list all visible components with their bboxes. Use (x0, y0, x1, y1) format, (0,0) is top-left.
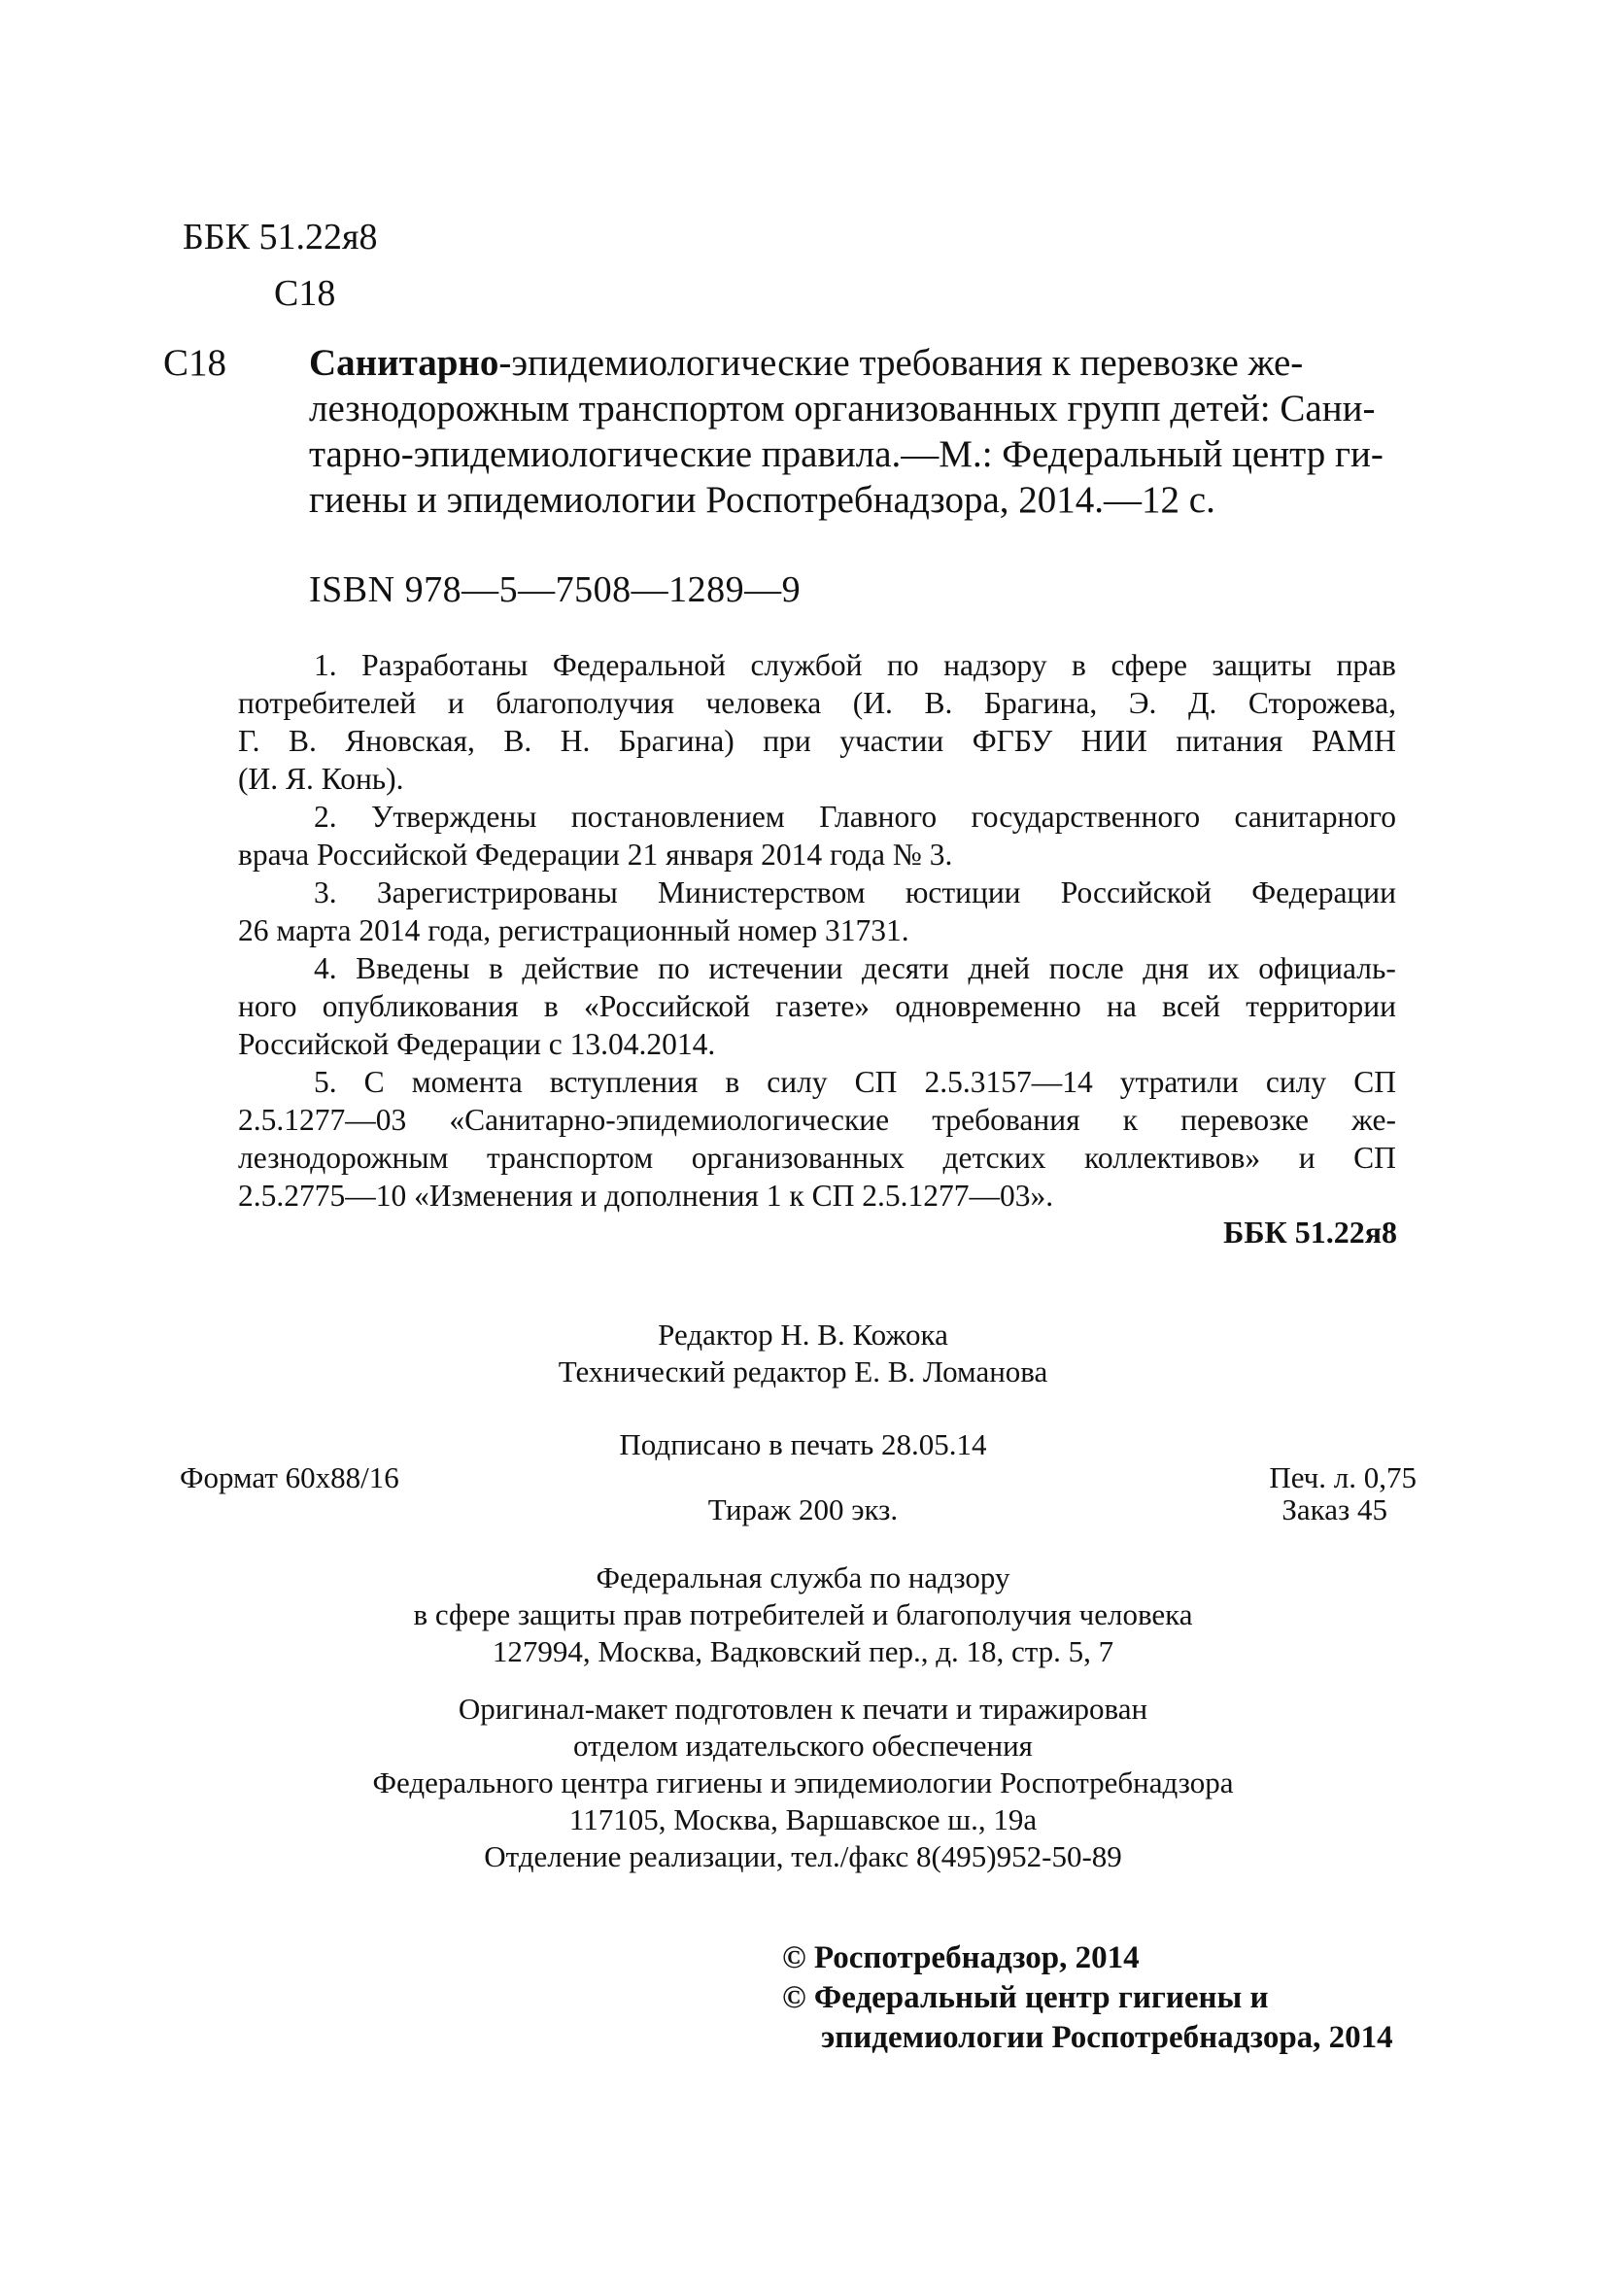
producer-info (0, 1691, 1606, 1875)
reference-line: Санитарно-эпидемиологические требования к перевозке же- (309, 342, 1304, 384)
bibliographic-reference (309, 340, 1395, 523)
publisher-line: в сфере защиты прав потребителей и благополучия человека (413, 1597, 1193, 1631)
note-line: 26 марта 2014 года, регистрационный номер 31731. (238, 913, 909, 947)
copyright-line: © Роспотребнадзор, 2014 (782, 1940, 1140, 1975)
note-line: Г. В. Яновская, В. Н. Брагина) при участии ФГБУ НИИ питания РАМН (238, 724, 1396, 758)
paper-format: Формат 60x88/16 (180, 1460, 399, 1494)
bbk-index: ББК 51.22я8 (183, 217, 378, 257)
print-run: Тираж 200 экз. (707, 1492, 899, 1526)
copyright-line: © Федеральный центр гигиены и (782, 1980, 1269, 2015)
producer-line: Оригинал-макет подготовлен к печати и тиражирован (458, 1692, 1148, 1726)
producer-line: Отделение реализации, тел./факс 8(495)952-50-89 (484, 1839, 1122, 1873)
editor: Редактор Н. В. Кожока (658, 1318, 948, 1352)
note-line: 2. Утверждены постановлением Главного государственного санитарного (314, 800, 1396, 834)
print-sheets: Печ. л. 0,75 (1269, 1460, 1417, 1494)
editors (0, 1317, 1606, 1390)
order-number: Заказ 45 (1281, 1492, 1387, 1526)
note-line: лезнодорожным транспортом организованных детских коллективов» и СП (238, 1141, 1396, 1175)
reference-line: лезнодорожным транспортом организованных групп детей: Сани- (309, 388, 1376, 429)
note-line: 2.5.1277—03 «Санитарно-эпидемиологические требования к перевозке же- (238, 1103, 1396, 1137)
note-line: 3. Зарегистрированы Министерством юстиции Российской Федерации (314, 875, 1396, 909)
note-line: 4. Введены в действие по истечении десяти дней после дня их официаль- (314, 951, 1396, 985)
bbk-index-bold: ББК 51.22я8 (1223, 1215, 1397, 1250)
publisher-line: 127994, Москва, Вадковский пер., д. 18, стр. 5, 7 (492, 1634, 1114, 1668)
reference-line: гиены и эпидемиологии Роспотребнадзора, 2014.—12 с. (309, 479, 1215, 521)
note-line: Российской Федерации с 13.04.2014. (238, 1027, 716, 1061)
publication-notes (238, 646, 1396, 1215)
note-line: 5. С момента вступления в силу СП 2.5.3157—14 утратили силу СП (314, 1065, 1396, 1099)
note-line: ного опубликования в «Российской газете» одновременно на всей территории (238, 989, 1396, 1023)
producer-line: Федерального центра гигиены и эпидемиологии Роспотребнадзора (372, 1765, 1234, 1799)
note-line: потребителей и благополучия человека (И. В. Брагина, Э. Д. Сторожева, (238, 686, 1396, 720)
note-line: 1. Разработаны Федеральной службой по надзору в сфере защиты прав (314, 648, 1396, 682)
reference-line: тарно-эпидемиологические правила.—М.: Федеральный центр ги- (309, 433, 1384, 475)
author-mark: С18 (274, 273, 336, 314)
copyright-line: эпидемиологии Роспотребнадзора, 2014 (821, 2020, 1393, 2055)
isbn: ISBN 978—5—7508—1289—9 (309, 569, 802, 610)
note-line: (И. Я. Конь). (238, 762, 404, 796)
producer-line: 117105, Москва, Варшавское ш., 19а (568, 1802, 1038, 1836)
signed-to-print: Подписано в печать 28.05.14 (619, 1427, 987, 1461)
producer-line: отделом издательского обеспечения (573, 1729, 1033, 1763)
publisher-info (0, 1559, 1606, 1670)
reference-author-mark: С18 (163, 342, 227, 384)
technical-editor: Технический редактор Е. В. Ломанова (558, 1354, 1048, 1388)
note-line: врача Российской Федерации 21 января 2014 года № 3. (238, 838, 953, 872)
copyright-block (782, 1938, 1393, 2058)
note-line: 2.5.2775—10 «Изменения и дополнения 1 к СП 2.5.1277—03». (238, 1179, 1054, 1213)
publisher-line: Федеральная служба по надзору (596, 1560, 1010, 1594)
